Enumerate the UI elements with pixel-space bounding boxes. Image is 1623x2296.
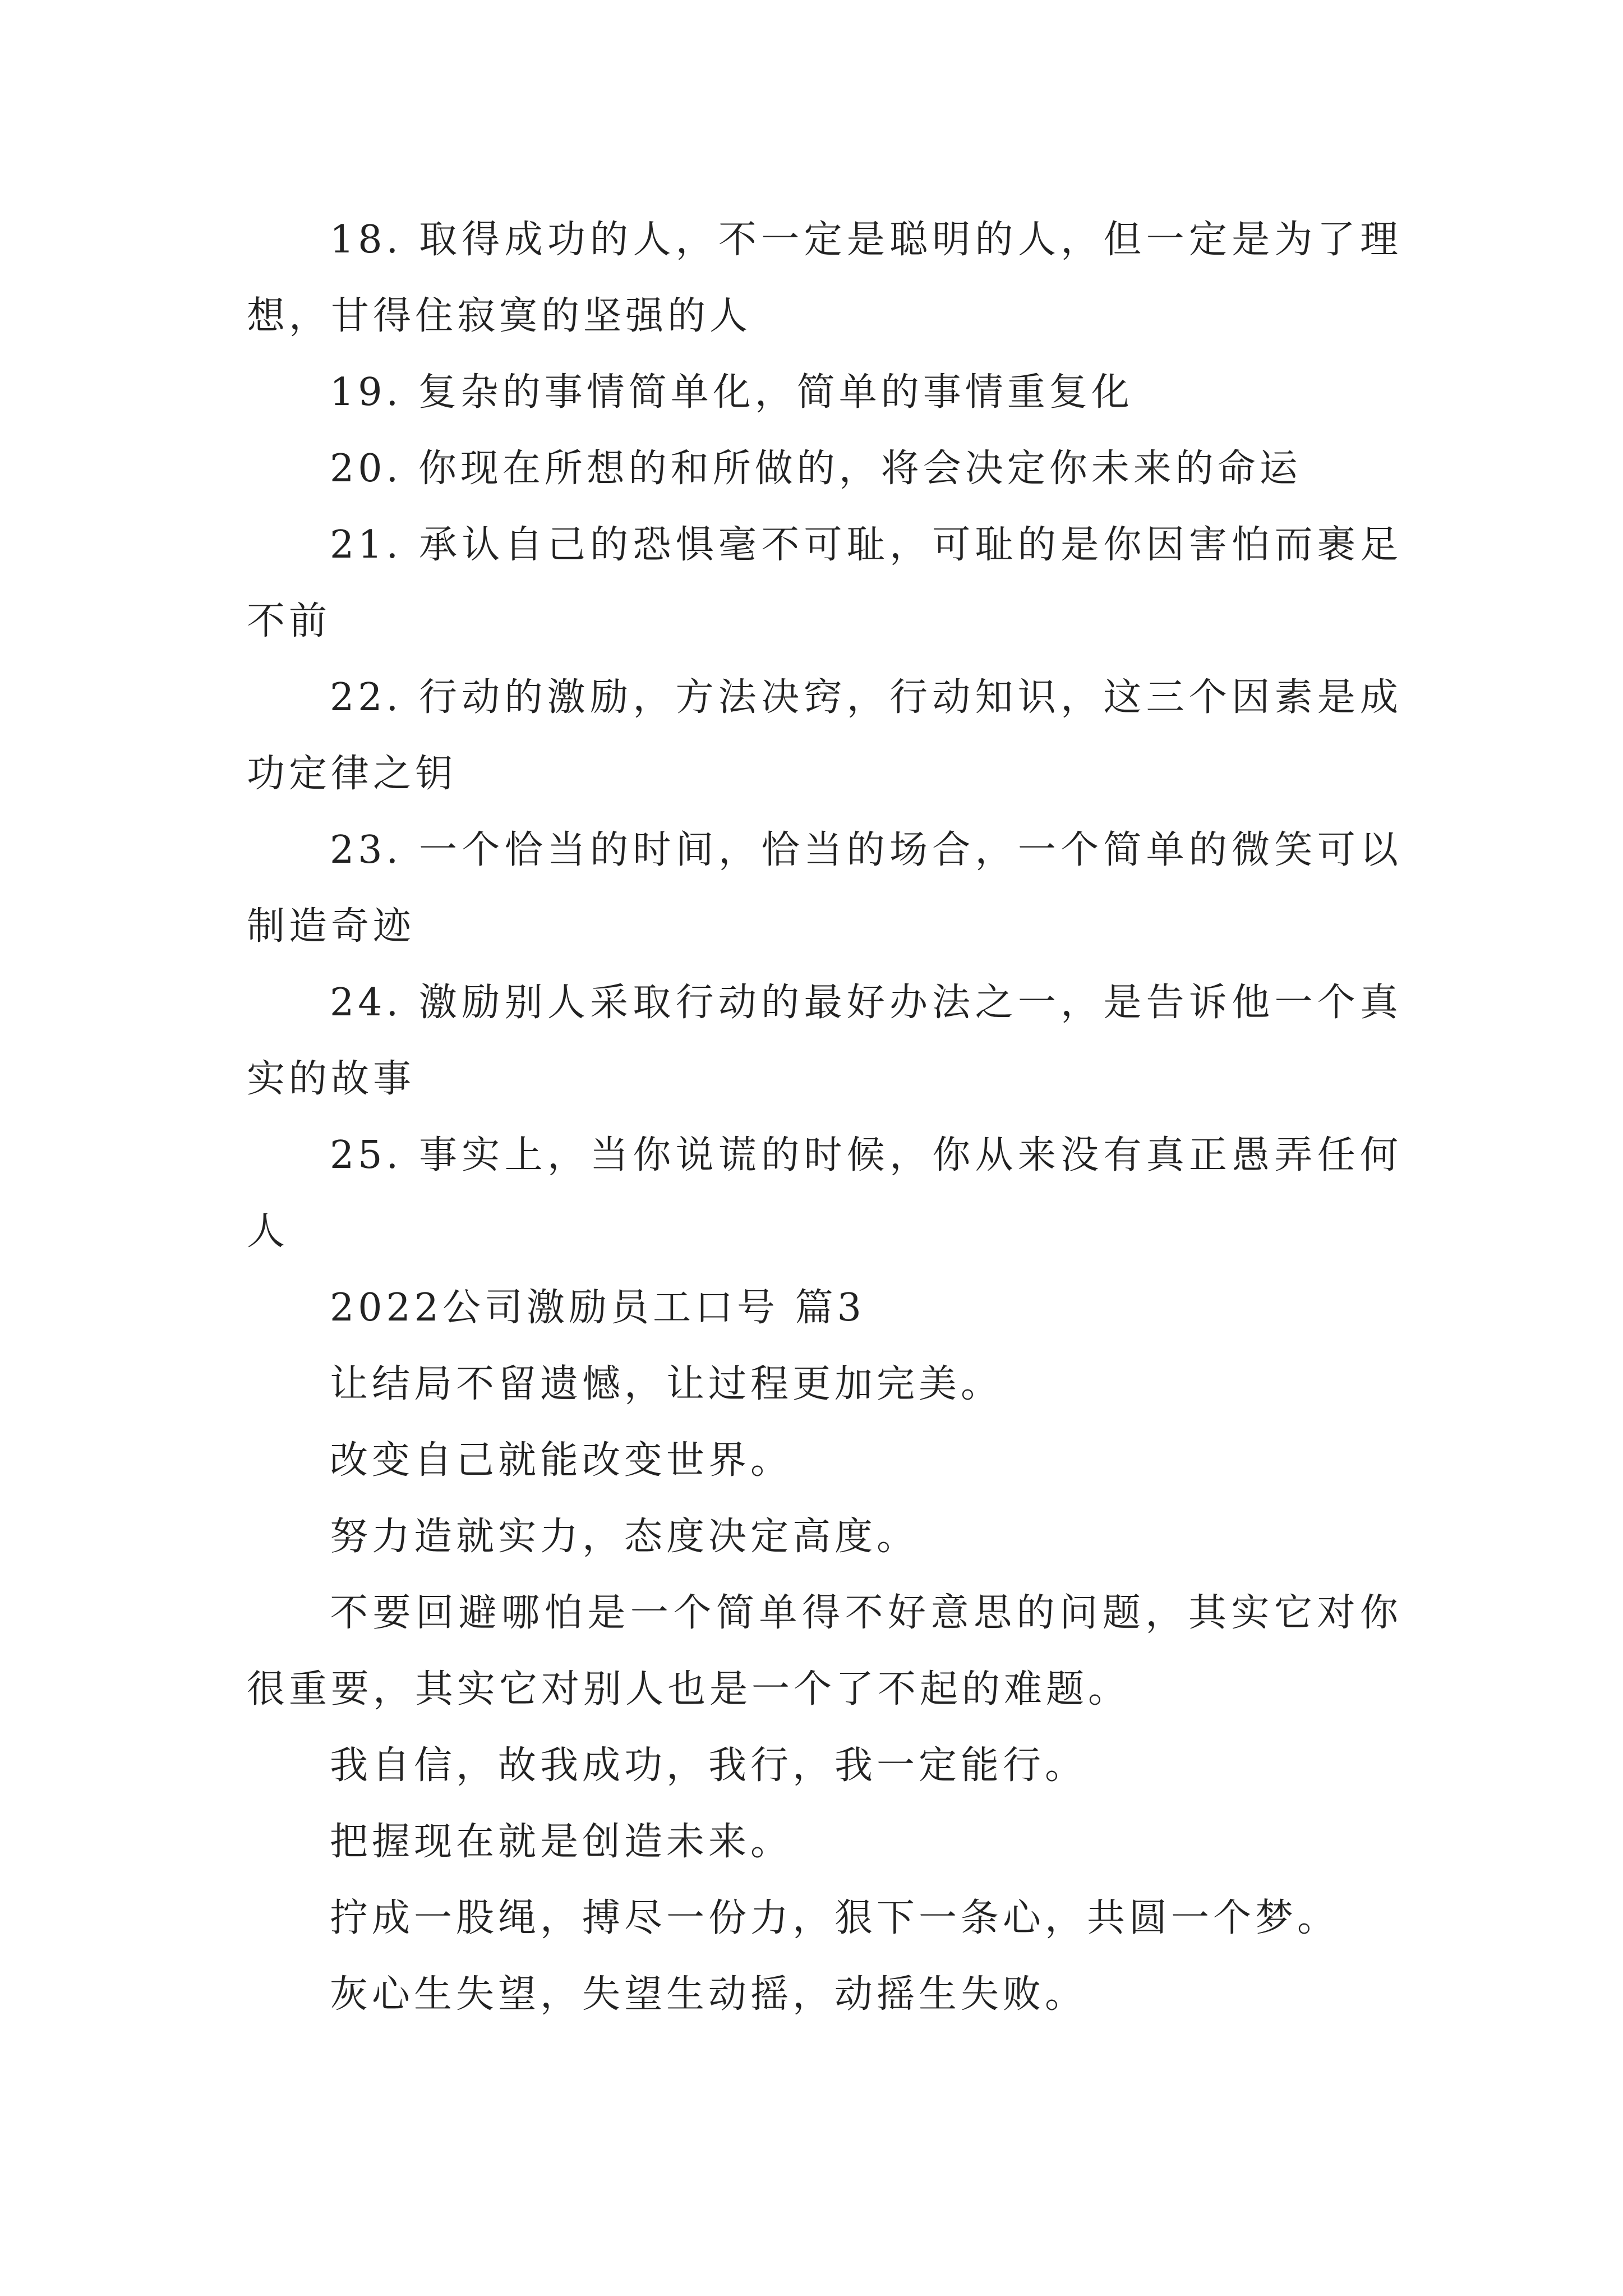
paragraph: 我自信，故我成功，我行，我一定能行。 — [330, 1743, 1087, 1788]
paragraph: 24. 激励别人采取行动的最好办法之一，是告诉他一个真实的故事 — [247, 981, 1402, 1101]
section-heading: 2022公司激励员工口号 篇3 — [330, 1286, 865, 1330]
paragraph: 18. 取得成功的人，不一定是聪明的人，但一定是为了理想，甘得住寂寞的坚强的人 — [247, 218, 1402, 338]
paragraph: 拧成一股绳，搏尽一份力，狠下一条心，共圆一个梦。 — [330, 1896, 1340, 1940]
paragraph: 不要回避哪怕是一个简单得不好意思的问题，其实它对你很重要，其实它对别人也是一个了不起的难题。 — [247, 1591, 1402, 1711]
paragraph: 努力造就实力，态度决定高度。 — [330, 1515, 919, 1559]
paragraph: 22. 行动的激励，方法决窍，行动知识，这三个因素是成功定律之钥 — [247, 675, 1402, 796]
paragraph: 21. 承认自己的恐惧毫不可耻，可耻的是你因害怕而裹足不前 — [247, 523, 1402, 643]
paragraph: 让结局不留遗憾，让过程更加完美。 — [330, 1362, 1003, 1406]
paragraph: 灰心生失望，失望生动摇，动摇生失败。 — [330, 1972, 1087, 2017]
paragraph: 20. 你现在所想的和所做的，将会决定你未来的命运 — [330, 447, 1302, 491]
paragraph: 把握现在就是创造未来。 — [330, 1820, 793, 1864]
paragraph: 19. 复杂的事情简单化，简单的事情重复化 — [330, 370, 1133, 415]
paragraph: 25. 事实上，当你说谎的时候，你从来没有真正愚弄任何人 — [247, 1133, 1402, 1254]
paragraph: 改变自己就能改变世界。 — [330, 1438, 793, 1483]
paragraph: 23. 一个恰当的时间，恰当的场合，一个简单的微笑可以制造奇迹 — [247, 828, 1402, 949]
document-body — [247, 202, 1402, 2033]
